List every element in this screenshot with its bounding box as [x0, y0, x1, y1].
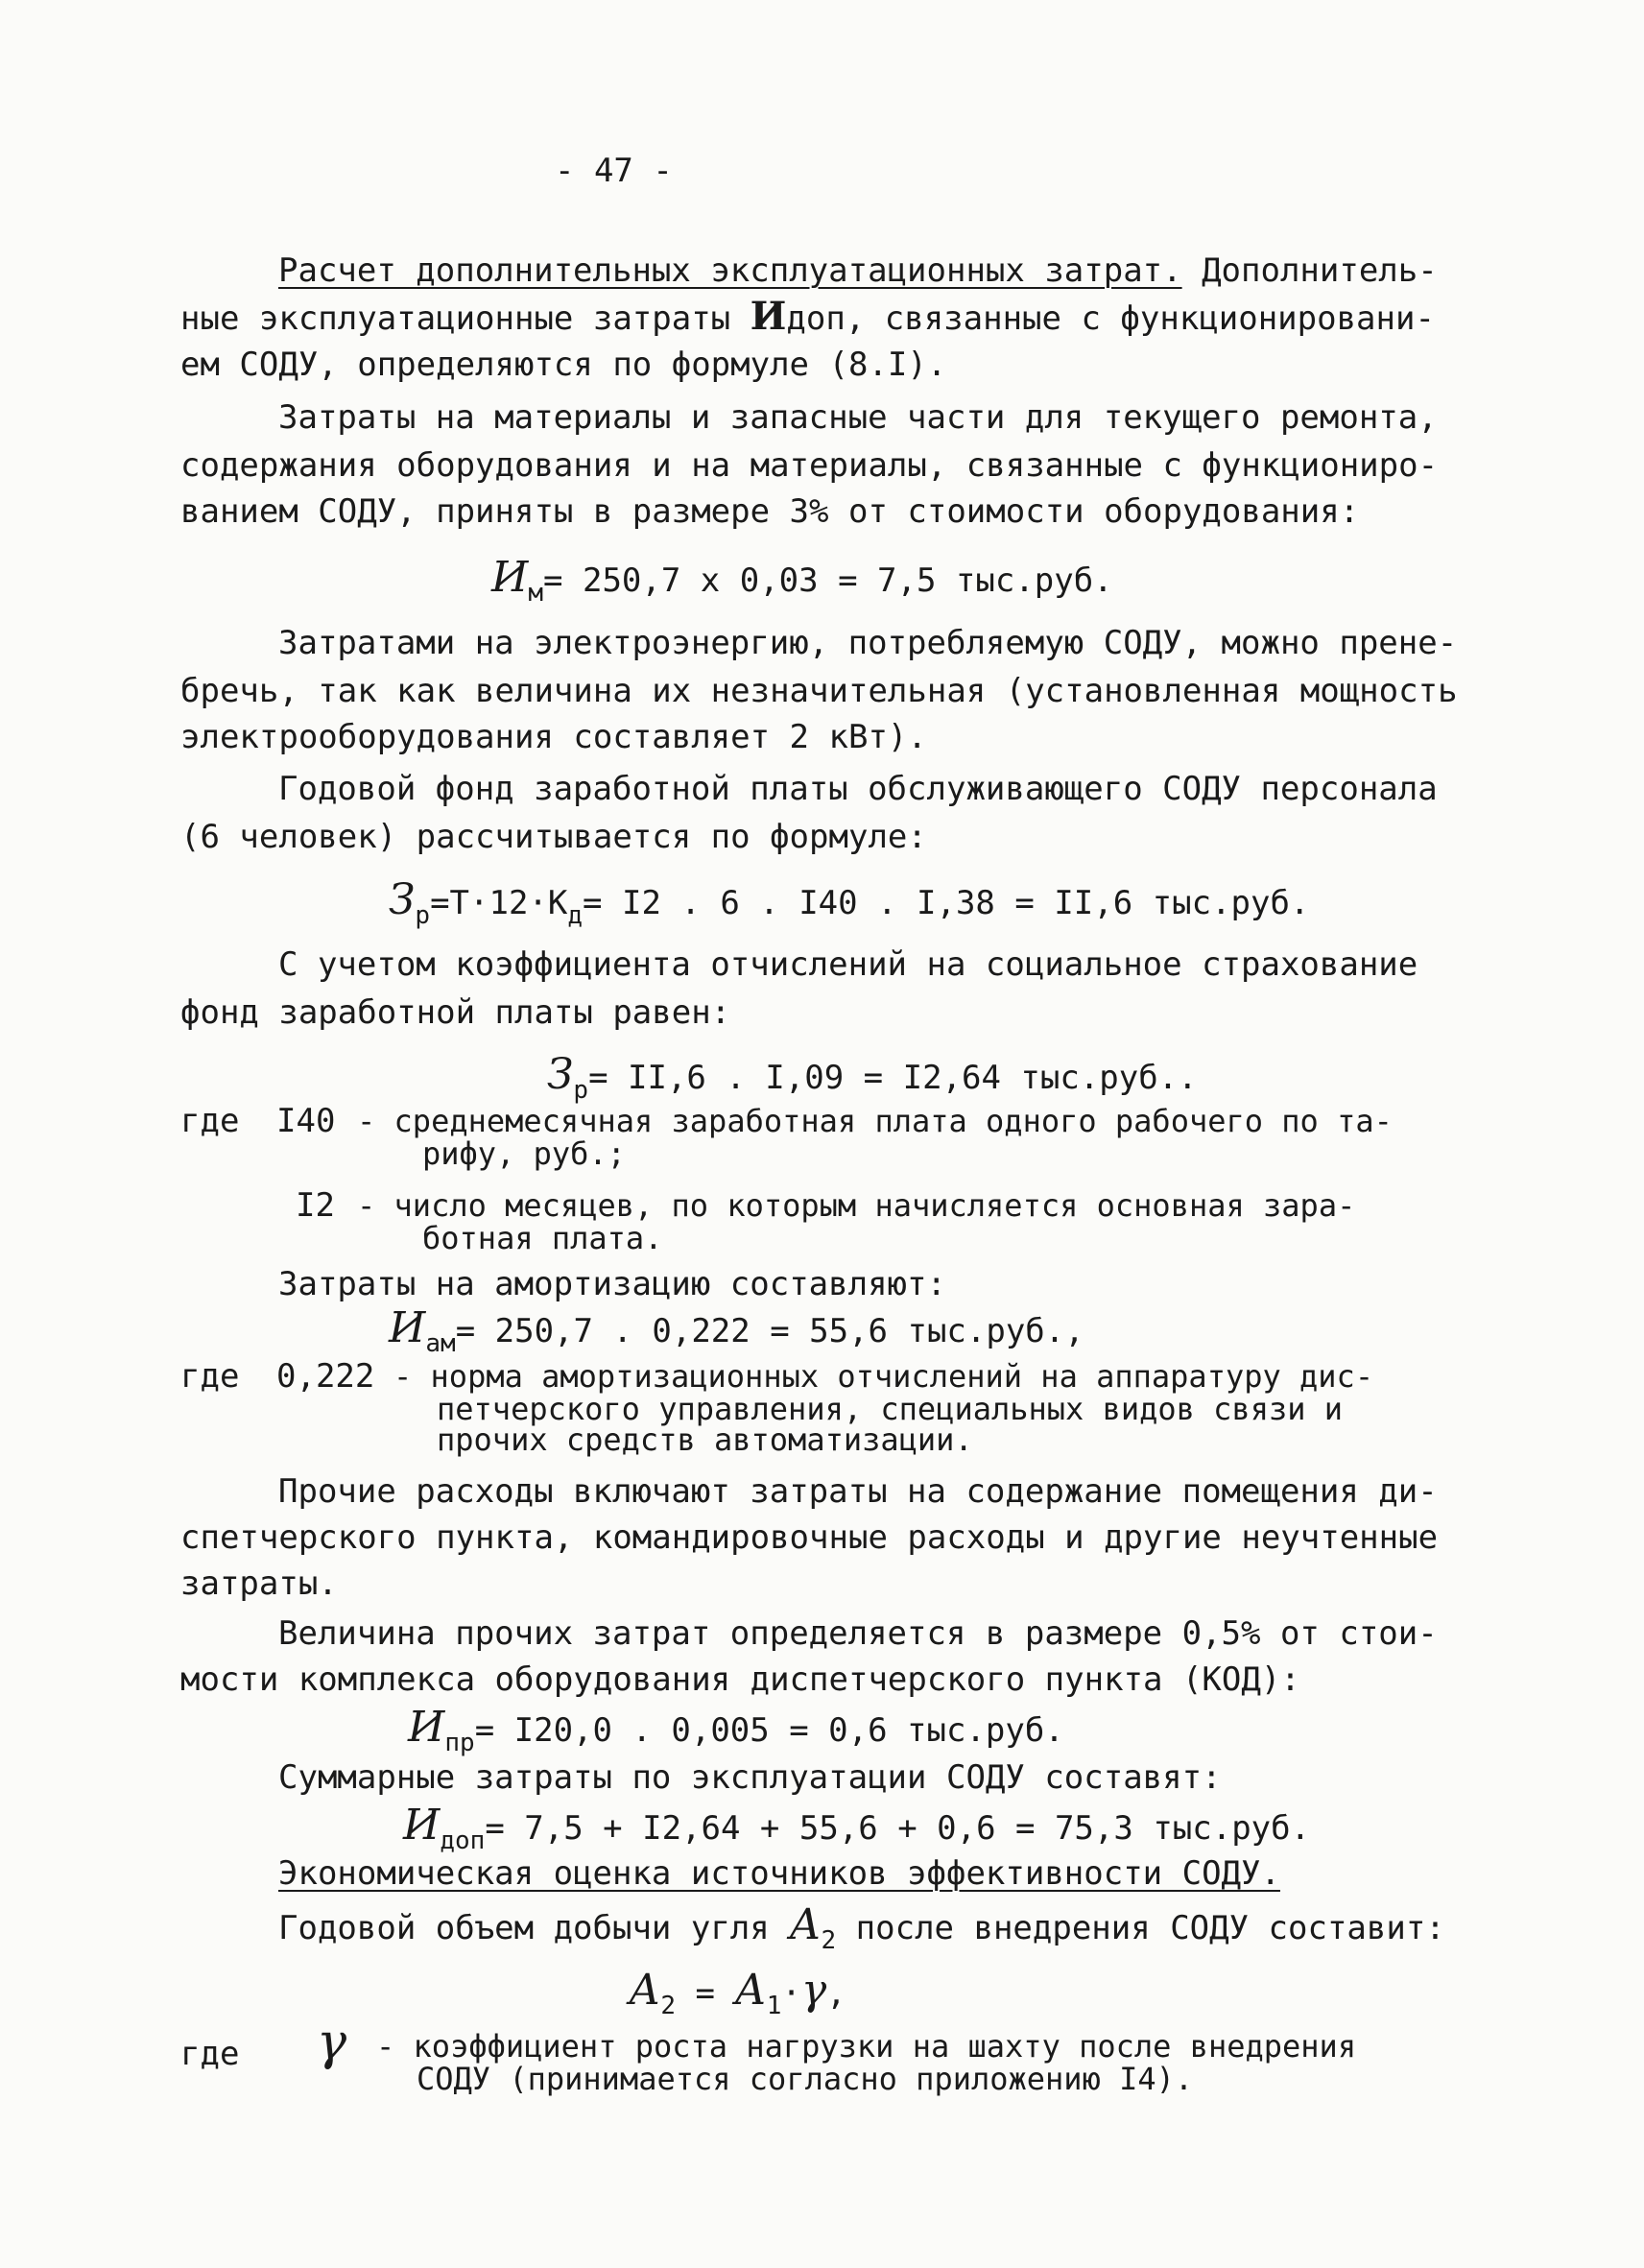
formula-iam: $И_{ам}= 250,7$ . 0,222 = 55,6 тыс.руб.,	[389, 1303, 1084, 1358]
paragraph-line: Годовой фонд заработной платы обслуживающего СОДУ персонала	[278, 770, 1438, 808]
paragraph-line: затраты.	[180, 1564, 338, 1603]
formula-ipr: $И_{пр}= I20,0$ . 0,005 = 0,6 тыс.руб.	[408, 1703, 1064, 1757]
term-definition: - коэффициент роста нагрузки на шахту после внедрения	[376, 2028, 1357, 2065]
paragraph-line: Затраты на материалы и запасные части для текущего ремонта,	[278, 398, 1438, 437]
formula-im: $И_м= 250,7$ х 0,03 = 7,5 тыс.руб.	[491, 553, 1113, 608]
paragraph-line: Затратами на электроэнергию, потребляемую СОДУ, можно прене-	[278, 624, 1458, 662]
formula-symbol: И	[750, 294, 787, 339]
page-number: - 47 -	[555, 152, 673, 190]
section-heading-economic-assessment: Экономическая оценка источников эффективности СОДУ.	[278, 1854, 1280, 1893]
paragraph-line: мости комплекса оборудования диспетчерского пункта (КОД):	[180, 1660, 1300, 1699]
gamma-symbol: γ	[317, 2014, 347, 2071]
paragraph-line: фонд заработной платы равен:	[180, 993, 731, 1032]
paragraph-line: Затраты на амортизацию составляют:	[278, 1265, 946, 1303]
where-label: где	[180, 2035, 240, 2073]
term-definition: - число месяцев, по которым начисляется основная зара-	[357, 1187, 1356, 1224]
formula-idop: $И_{доп}= 7,5 + I2,64 + 55,6 + 0,6 = 75,3$ тыс.руб.	[403, 1801, 1311, 1855]
formula-zp-1: $З_р=Т\cdot 12\cdot К_д= I2$ . 6 . I40 . I,38 = II,6 тыс.руб.	[389, 875, 1310, 930]
section-heading-extra-costs: Расчет дополнительных эксплуатационных затрат.	[278, 251, 1182, 290]
paragraph-line: бречь, так как величина их незначительная (установленная мощность	[180, 672, 1458, 710]
paragraph-line: электрооборудования составляет 2 кВт).	[180, 718, 927, 756]
where-label: где	[180, 1357, 240, 1396]
paragraph-line: Расчет дополнительных эксплуатационных затрат. Дополнитель-	[278, 251, 1438, 290]
paragraph-line: Величина прочих затрат определяется в размере 0,5% от стои-	[278, 1614, 1438, 1653]
paragraph-line: Суммарные затраты по эксплуатации СОДУ составят:	[278, 1758, 1222, 1797]
formula-a2: $А_2 = А_1\cdot\gamma$,	[629, 1966, 846, 2020]
term-key: I40	[276, 1102, 336, 1140]
paragraph-line: ные эксплуатационные затраты Идоп, связанные с функционировани-	[180, 294, 1435, 339]
term-definition: - норма амортизационных отчислений на аппаратуру дис-	[393, 1358, 1374, 1395]
term-key: I2	[296, 1186, 335, 1225]
paragraph-line: (6 человек) рассчитывается по формуле:	[180, 818, 927, 856]
term-definition: рифу, руб.;	[422, 1135, 626, 1172]
term-definition: - среднемесячная заработная плата одного рабочего по та-	[357, 1103, 1393, 1139]
formula-zp-2: $З_р= II,6$ . I,09 = I2,64 тыс.руб..	[547, 1050, 1198, 1105]
term-definition: прочих средств автоматизации.	[437, 1421, 973, 1458]
paragraph-line: Годовой объем добычи угля $А_2$ после внедрения СОДУ составит:	[278, 1900, 1445, 1955]
paragraph-line: С учетом коэффициента отчислений на социальное страхование	[278, 945, 1418, 984]
term-key: 0,222	[276, 1357, 375, 1396]
term-definition: петчерского управления, специальных видов связи и	[437, 1391, 1344, 1427]
paragraph-line: содержания оборудования и на материалы, связанные с функциониро-	[180, 446, 1439, 485]
paragraph-line: ванием СОДУ, приняты в размере 3% от стоимости оборудования:	[180, 492, 1360, 531]
term-definition: СОДУ (принимается согласно приложению I4).	[417, 2061, 1194, 2097]
paragraph-line: Прочие расходы включают затраты на содержание помещения ди-	[278, 1472, 1438, 1511]
term-definition: ботная плата.	[422, 1220, 663, 1256]
paragraph-line: спетчерского пункта, командировочные расходы и другие неучтенные	[180, 1518, 1439, 1557]
where-label: где	[180, 1102, 240, 1140]
paragraph-line: ем СОДУ, определяются по формуле (8.I).	[180, 346, 947, 384]
